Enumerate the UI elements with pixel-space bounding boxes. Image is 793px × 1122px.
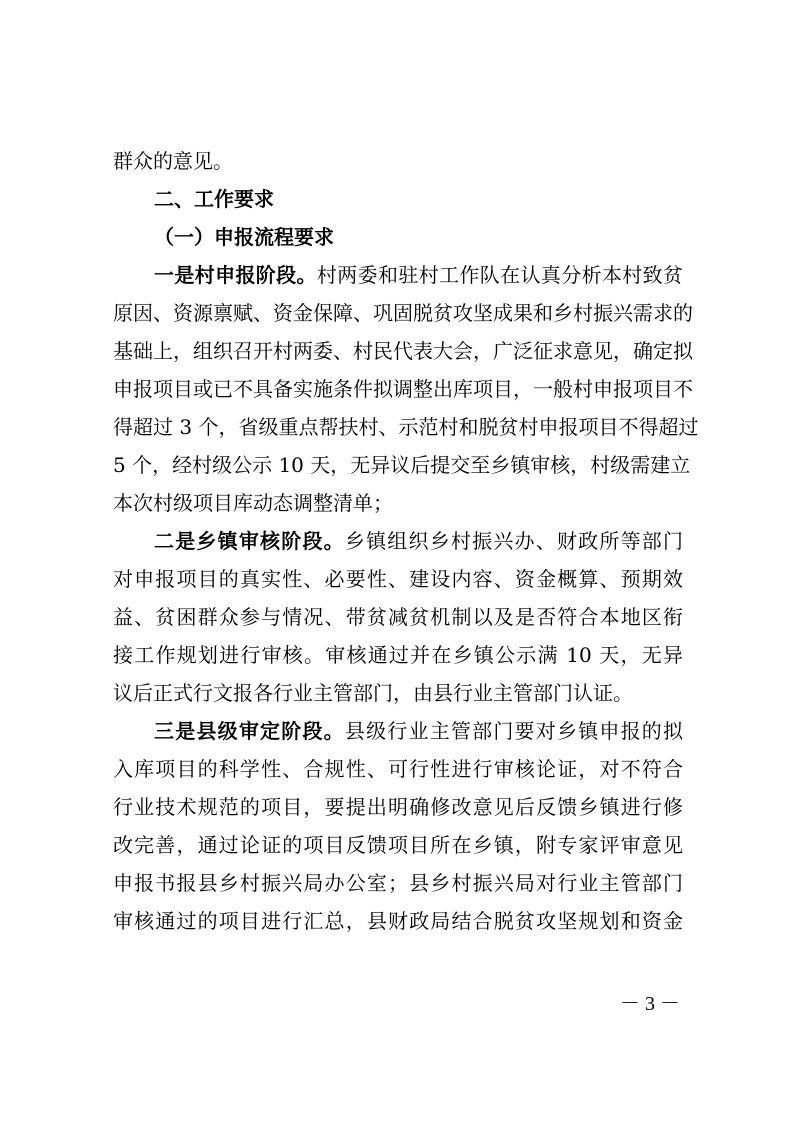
paragraph-village-stage-line-1 [113, 256, 683, 294]
text-line-9: 5 个，经村级公示 10 天，无异议后提交至乡镇审核，村级需建立 [113, 453, 691, 477]
text-line-8: 得超过 3 个，省级重点帮扶村、示范村和脱贫村申报项目不得超过 [113, 415, 699, 439]
text-line-13: 益、贫困群众参与情况、带贫减贫机制以及是否符合本地区衔 [113, 605, 683, 629]
paragraph-township-stage-line-1 [113, 522, 683, 560]
subsection-heading-process: （一）申报流程要求 [154, 225, 334, 249]
section-heading-work-requirements: 二、工作要求 [154, 187, 274, 211]
text-line-15: 议后正式行文报各行业主管部门，由县行业主管部门认证。 [113, 681, 633, 705]
page-number: － 3 － [620, 993, 680, 1015]
text-line-14: 接工作规划进行审核。审核通过并在乡镇公示满 10 天，无异 [113, 643, 683, 667]
lead-township-stage: 二是乡镇审核阶段。 [154, 529, 345, 553]
text-line-5: 原因、资源禀赋、资金保障、巩固脱贫攻坚成果和乡村振兴需求的 [113, 301, 693, 325]
lead-county-stage: 三是县级审定阶段。 [154, 719, 345, 743]
text-line-6: 基础上，组织召开村两委、村民代表大会，广泛征求意见，确定拟 [113, 339, 693, 363]
text-line-1: 群众的意见。 [113, 149, 233, 173]
text-line-18: 行业技术规范的项目，要提出明确修改意见后反馈乡镇进行修 [113, 795, 683, 819]
text-line-21: 审核通过的项目进行汇总，县财政局结合脱贫攻坚规划和资金 [113, 909, 683, 933]
text-line-19: 改完善，通过论证的项目反馈项目所在乡镇，附专家评审意见 [113, 833, 683, 857]
text-line-17: 入库项目的科学性、合规性、可行性进行审核论证，对不符合 [113, 757, 683, 781]
text-county-stage-start: 县级行业主管部门要对乡镇申报的拟 [344, 719, 683, 743]
text-village-stage-start: 村两委和驻村工作队在认真分析本村致贫 [316, 263, 684, 287]
lead-village-stage: 一是村申报阶段。 [154, 263, 317, 287]
paragraph-county-stage-line-1 [113, 712, 683, 750]
text-line-12: 对申报项目的真实性、必要性、建设内容、资金概算、预期效 [113, 567, 683, 591]
text-line-7: 申报项目或已不具备实施条件拟调整出库项目，一般村申报项目不 [113, 377, 693, 401]
text-township-stage-start: 乡镇组织乡村振兴办、财政所等部门 [344, 529, 683, 553]
text-line-20: 申报书报县乡村振兴局办公室；县乡村振兴局对行业主管部门 [113, 871, 683, 895]
document-body [113, 142, 699, 940]
text-line-10: 本次村级项目库动态调整清单； [113, 491, 393, 515]
